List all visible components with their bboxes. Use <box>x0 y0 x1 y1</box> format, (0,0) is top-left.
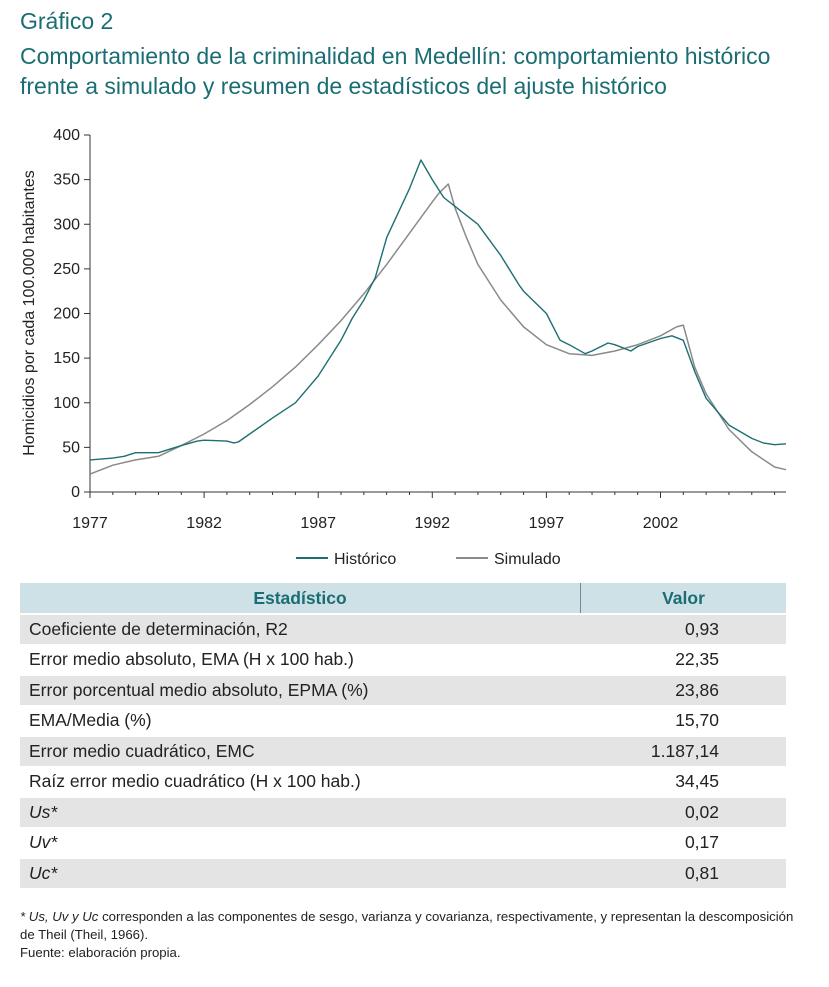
legend-label: Histórico <box>334 551 397 568</box>
stat-value: 0,81 <box>581 858 787 888</box>
y-axis <box>53 127 90 501</box>
y-tick-label: 350 <box>53 171 80 189</box>
series-line-histrico <box>90 160 786 460</box>
footnote-symbols: * Us, Uv y Uc <box>20 909 99 924</box>
stat-value: 34,45 <box>581 767 787 798</box>
table-row <box>20 767 786 798</box>
stat-label: Us* <box>20 797 581 828</box>
stat-label: Error porcentual medio absoluto, EPMA (%) <box>20 675 581 706</box>
table-row <box>20 797 786 828</box>
table-row <box>20 828 786 859</box>
x-tick-label: 1982 <box>186 515 222 532</box>
y-tick-label: 50 <box>62 439 80 457</box>
series-line-simulado <box>90 184 786 474</box>
y-tick-label: 250 <box>53 260 80 278</box>
series-lines <box>90 160 786 474</box>
stat-label: Error medio absoluto, EMA (H x 100 hab.) <box>20 645 581 676</box>
stat-value: 22,35 <box>581 645 787 676</box>
x-tick-label: 2002 <box>642 515 679 532</box>
x-tick-label: 1977 <box>72 515 108 532</box>
table-header-row <box>20 583 786 614</box>
table-row <box>20 858 786 888</box>
table-row <box>20 675 786 706</box>
footnote <box>20 908 810 944</box>
footnote-text: corresponden a las componentes de sesgo, varianza y covarianza, respectivamente, y representan la descomposición de Theil (Theil, 1966). <box>20 909 794 942</box>
figure-title: Comportamiento de la criminalidad en Medellín: comportamiento histórico frente a simulado y resumen de estadísticos del ajuste histórico <box>20 43 771 99</box>
notes <box>20 908 810 962</box>
stat-label: EMA/Media (%) <box>20 706 581 737</box>
y-tick-label: 100 <box>53 394 80 412</box>
statistics-table <box>20 583 786 888</box>
stat-value: 23,86 <box>581 675 787 706</box>
line-chart <box>0 120 829 580</box>
x-tick-label: 1997 <box>528 515 565 532</box>
figure-label: Gráfico 2 <box>20 8 114 34</box>
table-row <box>20 614 786 645</box>
table-row <box>20 645 786 676</box>
header-value: Valor <box>581 583 787 614</box>
x-axis <box>72 492 786 532</box>
stat-label: Error medio cuadrático, EMC <box>20 736 581 767</box>
y-tick-label: 300 <box>53 216 80 234</box>
source-note: Fuente: elaboración propia. <box>20 945 181 960</box>
y-tick-label: 0 <box>71 484 80 501</box>
stat-label: Uv* <box>20 828 581 859</box>
header-statistic: Estadístico <box>20 583 581 614</box>
x-tick-label: 1992 <box>414 515 451 532</box>
x-tick-label: 1987 <box>300 515 336 532</box>
y-tick-label: 400 <box>53 127 80 144</box>
legend-label: Simulado <box>494 551 561 568</box>
stat-label: Raíz error medio cuadrático (H x 100 hab.) <box>20 767 581 798</box>
legend <box>296 551 561 568</box>
stat-value: 0,02 <box>581 797 787 828</box>
y-tick-label: 200 <box>53 305 80 323</box>
y-tick-label: 150 <box>53 350 80 368</box>
stat-label: Uc* <box>20 858 581 888</box>
y-axis-label: Homicidios por cada 100.000 habitantes <box>21 170 38 456</box>
stat-value: 1.187,14 <box>581 736 787 767</box>
stat-label: Coeficiente de determinación, R2 <box>20 614 581 645</box>
stat-value: 0,93 <box>581 614 787 645</box>
stat-value: 15,70 <box>581 706 787 737</box>
table-row <box>20 706 786 737</box>
stat-value: 0,17 <box>581 828 787 859</box>
table-row <box>20 736 786 767</box>
